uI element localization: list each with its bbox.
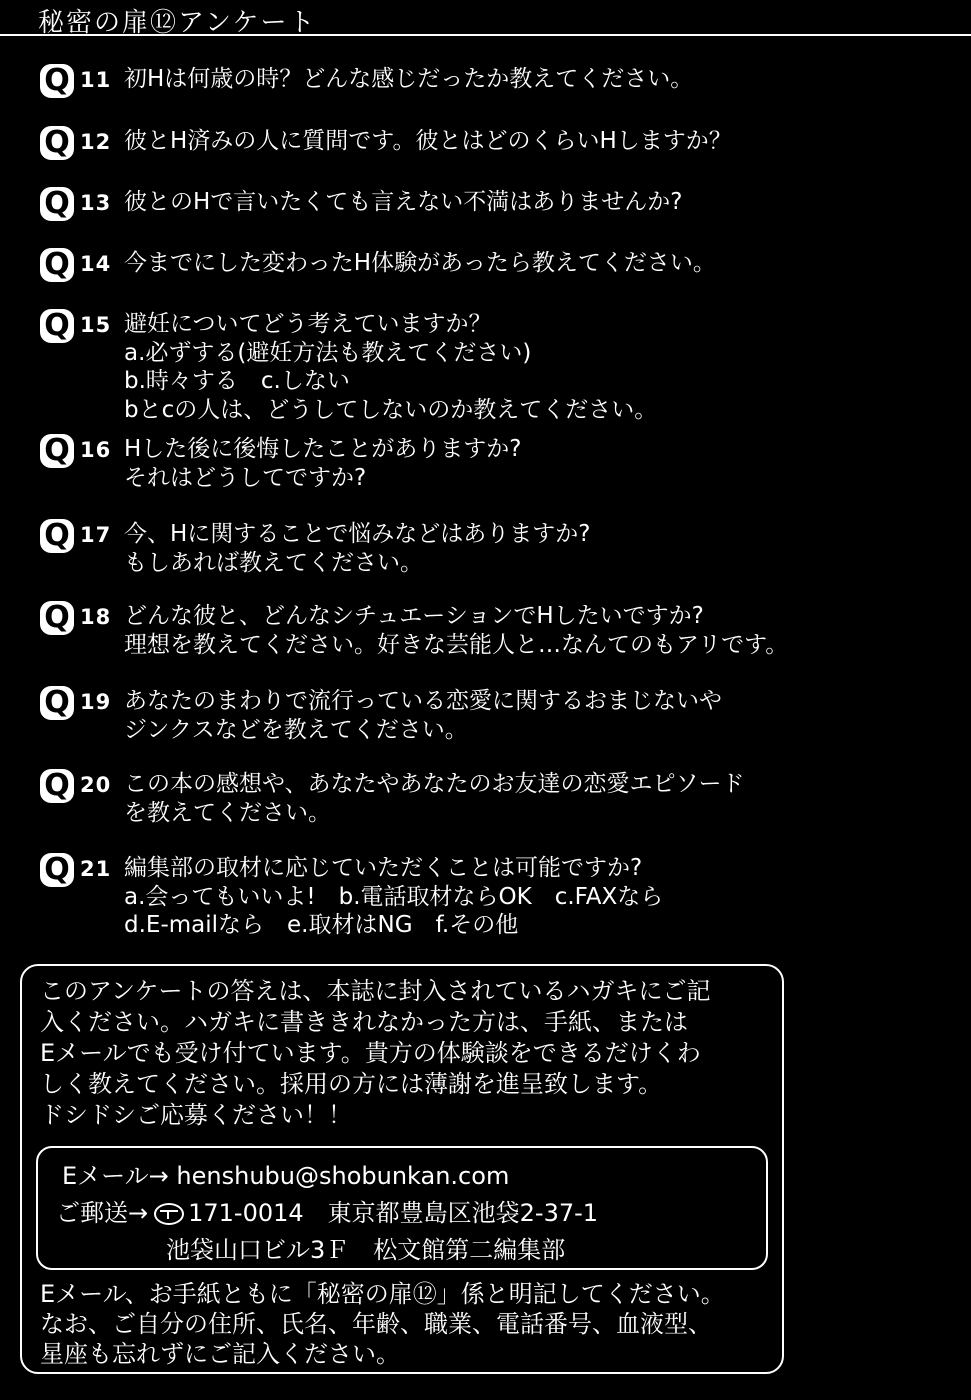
q-badge: Q: [40, 601, 74, 635]
question-text: Hした後に後悔したことがありますか? それはどうしてですか?: [124, 436, 522, 491]
question-text: 彼とのHで言いたくても言えない不満はありませんか?: [124, 189, 683, 215]
question-text: 初Hは何歳の時？どんな感じだったか教えてください。: [124, 66, 694, 92]
q-badge: Q: [40, 309, 74, 343]
question-number: 19: [80, 690, 112, 714]
email-line: Eメール→ henshubu@shobunkan.com: [62, 1162, 510, 1190]
postal-line: [56, 1198, 598, 1228]
q-badge: Q: [40, 64, 74, 98]
post-address: 171-0014 東京都豊島区池袋2-37-1: [188, 1199, 599, 1227]
question-number: 12: [80, 130, 112, 154]
footer-text: Eメール、お手紙ともに「秘密の扉⑫」係と明記してください。 なお、ご自分の住所、氏名、年齢、職業、電話番号、血液型、 星座も忘れずにご記入ください。: [40, 1280, 725, 1368]
question-text: この本の感想や、あなたやあなたのお友達の恋愛エピソード を教えてください。: [124, 771, 745, 826]
question-number: 21: [80, 857, 112, 881]
page-title: 秘密の扉⑫アンケート: [38, 8, 317, 38]
q-badge: Q: [40, 769, 74, 803]
post-address-2: 池袋山口ビル3Ｆ 松文館第二編集部: [166, 1236, 566, 1264]
question-number: 16: [80, 438, 112, 462]
page-header: [0, 0, 971, 36]
question-number: 20: [80, 773, 112, 797]
question-number: 14: [80, 252, 112, 276]
question-text: 彼とH済みの人に質問です。彼とはどのくらいHしますか？: [124, 128, 732, 154]
question-text: 今、Hに関することで悩みなどはありますか? もしあれば教えてください。: [124, 521, 591, 576]
question-number: 13: [80, 191, 112, 215]
info-box: [20, 964, 784, 1374]
q-badge: Q: [40, 187, 74, 221]
postal-mark-icon: [154, 1203, 184, 1225]
q-badge: Q: [40, 434, 74, 468]
question-text: 今までにした変わったH体験があったら教えてください。: [124, 250, 716, 276]
question-number: 11: [80, 68, 112, 92]
info-text: このアンケートの答えは、本誌に封入されているハガキにご記 入ください。ハガキに書ききれなかった方は、手紙、または Eメールでも受け付ています。貴方の体験談をできるだけくわ しく教えてください。採用の方には薄謝を進呈致します。 ドシドシご応募ください！！: [40, 977, 711, 1129]
question-text: あなたのまわりで流行っている恋愛に関するおまじないや ジンクスなどを教えてください。: [124, 688, 722, 743]
question-text: 避妊についてどう考えていますか？ a.必ずする(避妊方法も教えてください) b.時々する c.しない bとcの人は、どうしてしないのか教えてください。: [124, 311, 658, 423]
q-badge: Q: [40, 853, 74, 887]
question-text: どんな彼と、どんなシチュエーションでHしたいですか? 理想を教えてください。好きな芸能人と…なんてのもアリです。: [124, 603, 789, 658]
question-number: 17: [80, 523, 112, 547]
contact-box: [36, 1146, 768, 1270]
question-text: 編集部の取材に応じていただくことは可能ですか? a.会ってもいいよ! b.電話取材ならOK c.FAXなら d.E-mailなら e.取材はNG f.その他: [124, 855, 664, 938]
question-number: 18: [80, 605, 112, 629]
post-prefix: ご郵送→: [56, 1199, 149, 1227]
question-number: 15: [80, 313, 112, 337]
q-badge: Q: [40, 686, 74, 720]
q-badge: Q: [40, 519, 74, 553]
q-badge: Q: [40, 248, 74, 282]
q-badge: Q: [40, 126, 74, 160]
